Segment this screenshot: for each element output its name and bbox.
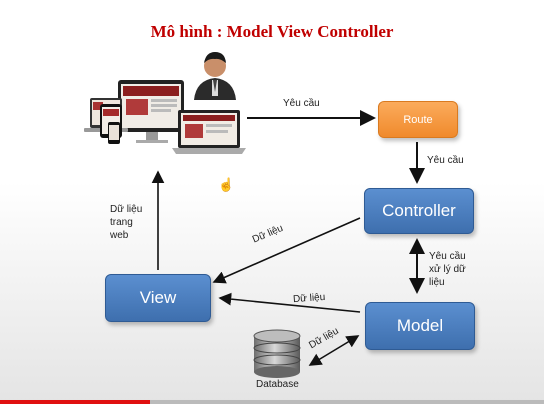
label-route-to-controller: Yêu cầu [427, 155, 464, 166]
controller-label: Controller [382, 201, 456, 220]
video-progress-bar[interactable] [0, 400, 544, 404]
page-title: Mô hình : Model View Controller [150, 22, 394, 41]
hand-cursor-icon: ☝ [218, 177, 235, 192]
label-model-database: Dữ liệu [307, 325, 341, 352]
video-progress-fill [0, 400, 150, 404]
label-controller-to-model-line-3: liệu [429, 277, 445, 288]
label-view-to-client-line-2: trang [110, 217, 133, 228]
label-view-to-client-line-3: web [110, 230, 129, 241]
label-view-to-client [110, 203, 142, 242]
label-view-to-client-line-1: Dữ liệu [110, 204, 143, 215]
label-controller-to-model-line-1: Yêu cầu [429, 251, 466, 262]
label-model-to-view: Dữ liệu [292, 291, 326, 306]
route-label: Route [403, 113, 433, 126]
database-label: Database [256, 379, 299, 390]
label-controller-to-view: Dữ liệu [250, 222, 285, 246]
label-controller-to-model-line-2: xử lý dữ [429, 264, 466, 275]
model-label: Model [396, 316, 444, 335]
label-client-to-route: Yêu cầu [283, 98, 320, 109]
view-label: View [139, 288, 177, 307]
label-controller-to-model [429, 250, 466, 289]
